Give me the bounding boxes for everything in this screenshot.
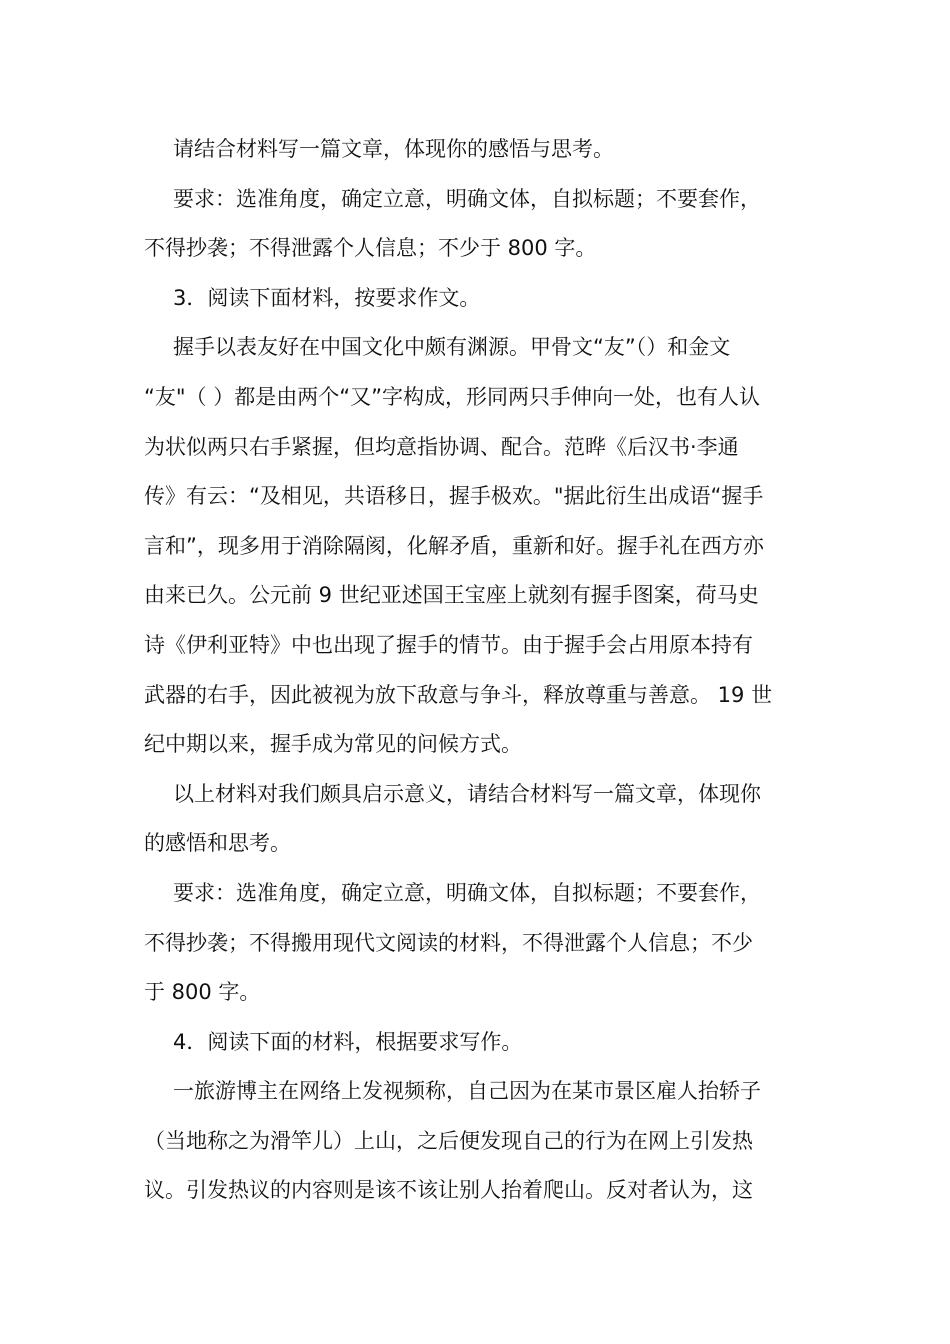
text-line: 一旅游博主在网络上发视频称，自己因为在某市景区雇人抬轿子	[173, 1079, 761, 1104]
text-line: 以上材料对我们颇具启示意义，请结合材料写一篇文章，体现你	[173, 781, 761, 806]
text-line: 于 800 字。	[144, 980, 261, 1005]
text-line: 不得抄袭；不得搬用现代文阅读的材料，不得泄露个人信息；不少	[144, 930, 753, 955]
text-line: 要求：选准角度，确定立意，明确文体，自拟标题；不要套作，	[173, 880, 761, 905]
text-line: 为状似两只右手紧握，但均意指协调、配合。范晔《后汉书·李通	[144, 434, 739, 459]
question-heading: 3．阅读下面材料，按要求作文。	[173, 285, 481, 310]
text-line: 武器的右手，因此被视为放下敌意与争斗，释放尊重与善意。 19 世	[144, 682, 773, 707]
text-line: 要求：选准角度，确定立意，明确文体，自拟标题；不要套作，	[173, 186, 761, 211]
text-line: 不得抄袭；不得泄露个人信息；不少于 800 字。	[144, 236, 597, 261]
text-line: “友"（ ）都是由两个“又”字构成，形同两只手伸向一处，也有人认	[144, 384, 760, 409]
document-body	[144, 125, 808, 1216]
text-line: 言和”，现多用于消除隔阂，化解矛盾，重新和好。握手礼在西方亦	[144, 533, 764, 558]
question-heading: 4．阅读下面的材料，根据要求写作。	[173, 1029, 523, 1054]
text-line: 请结合材料写一篇文章，体现你的感悟与思考。	[173, 137, 614, 161]
text-line: 由来已久。公元前 9 世纪亚述国王宝座上就刻有握手图案，荷马史	[144, 583, 759, 608]
text-line: 议。引发热议的内容则是该不该让别人抬着爬山。反对者认为，这	[144, 1178, 753, 1203]
text-line: 诗《伊利亚特》中也出现了握手的情节。由于握手会占用原本持有	[144, 632, 753, 657]
text-line: （当地称之为滑竿儿）上山，之后便发现自己的行为在网上引发热	[144, 1128, 753, 1153]
text-line: 的感悟和思考。	[144, 831, 291, 856]
text-line: 握手以表友好在中国文化中颇有渊源。甲骨文“友”（）和金文	[173, 335, 731, 360]
text-line: 纪中期以来，握手成为常见的问候方式。	[144, 732, 522, 757]
text-line: 传》有云：“及相见，共语移日，握手极欢。"据此衍生出成语“握手	[144, 484, 764, 509]
